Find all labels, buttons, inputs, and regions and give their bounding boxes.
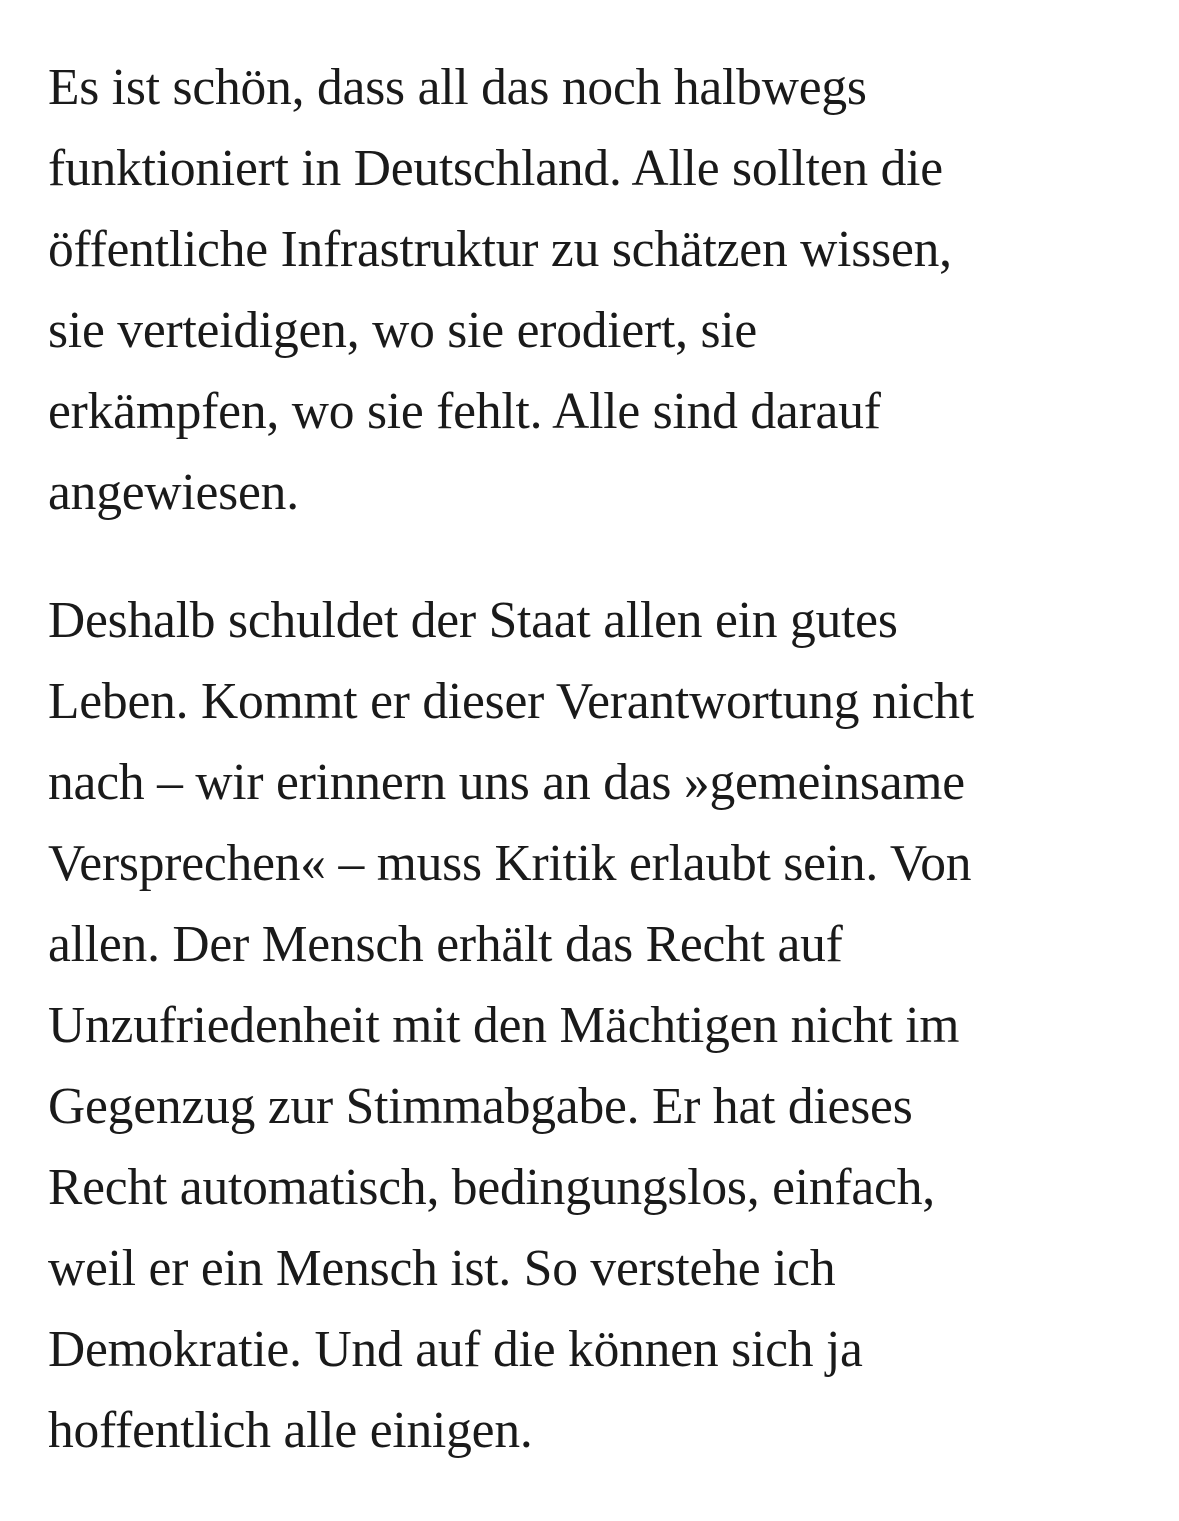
- article-paragraph-1: [48, 47, 1138, 533]
- paragraph-line: hoffentlich alle einigen.: [48, 1402, 533, 1459]
- paragraph-line: nach – wir erinnern uns an das »gemeinsame: [48, 754, 965, 811]
- paragraph-line: funktioniert in Deutschland. Alle sollten die: [48, 140, 943, 197]
- paragraph-line: Recht automatisch, bedingungslos, einfach,: [48, 1159, 935, 1216]
- paragraph-line: öffentliche Infrastruktur zu schätzen wissen,: [48, 221, 952, 278]
- paragraph-line: erkämpfen, wo sie fehlt. Alle sind darauf: [48, 383, 881, 440]
- article-paragraph-2: [48, 580, 1138, 1471]
- paragraph-line: angewiesen.: [48, 464, 299, 521]
- paragraph-line: weil er ein Mensch ist. So verstehe ich: [48, 1240, 836, 1297]
- paragraph-line: Demokratie. Und auf die können sich ja: [48, 1321, 863, 1378]
- paragraph-line: Gegenzug zur Stimmabgabe. Er hat dieses: [48, 1078, 913, 1135]
- paragraph-line: Unzufriedenheit mit den Mächtigen nicht im: [48, 997, 960, 1054]
- paragraph-line: sie verteidigen, wo sie erodiert, sie: [48, 302, 758, 359]
- paragraph-line: Deshalb schuldet der Staat allen ein gutes: [48, 592, 898, 649]
- paragraph-line: Leben. Kommt er dieser Verantwortung nicht: [48, 673, 974, 730]
- article-body: [48, 47, 1138, 1471]
- paragraph-line: allen. Der Mensch erhält das Recht auf: [48, 916, 843, 973]
- paragraph-line: Es ist schön, dass all das noch halbwegs: [48, 59, 867, 116]
- paragraph-line: Versprechen« – muss Kritik erlaubt sein. Von: [48, 835, 972, 892]
